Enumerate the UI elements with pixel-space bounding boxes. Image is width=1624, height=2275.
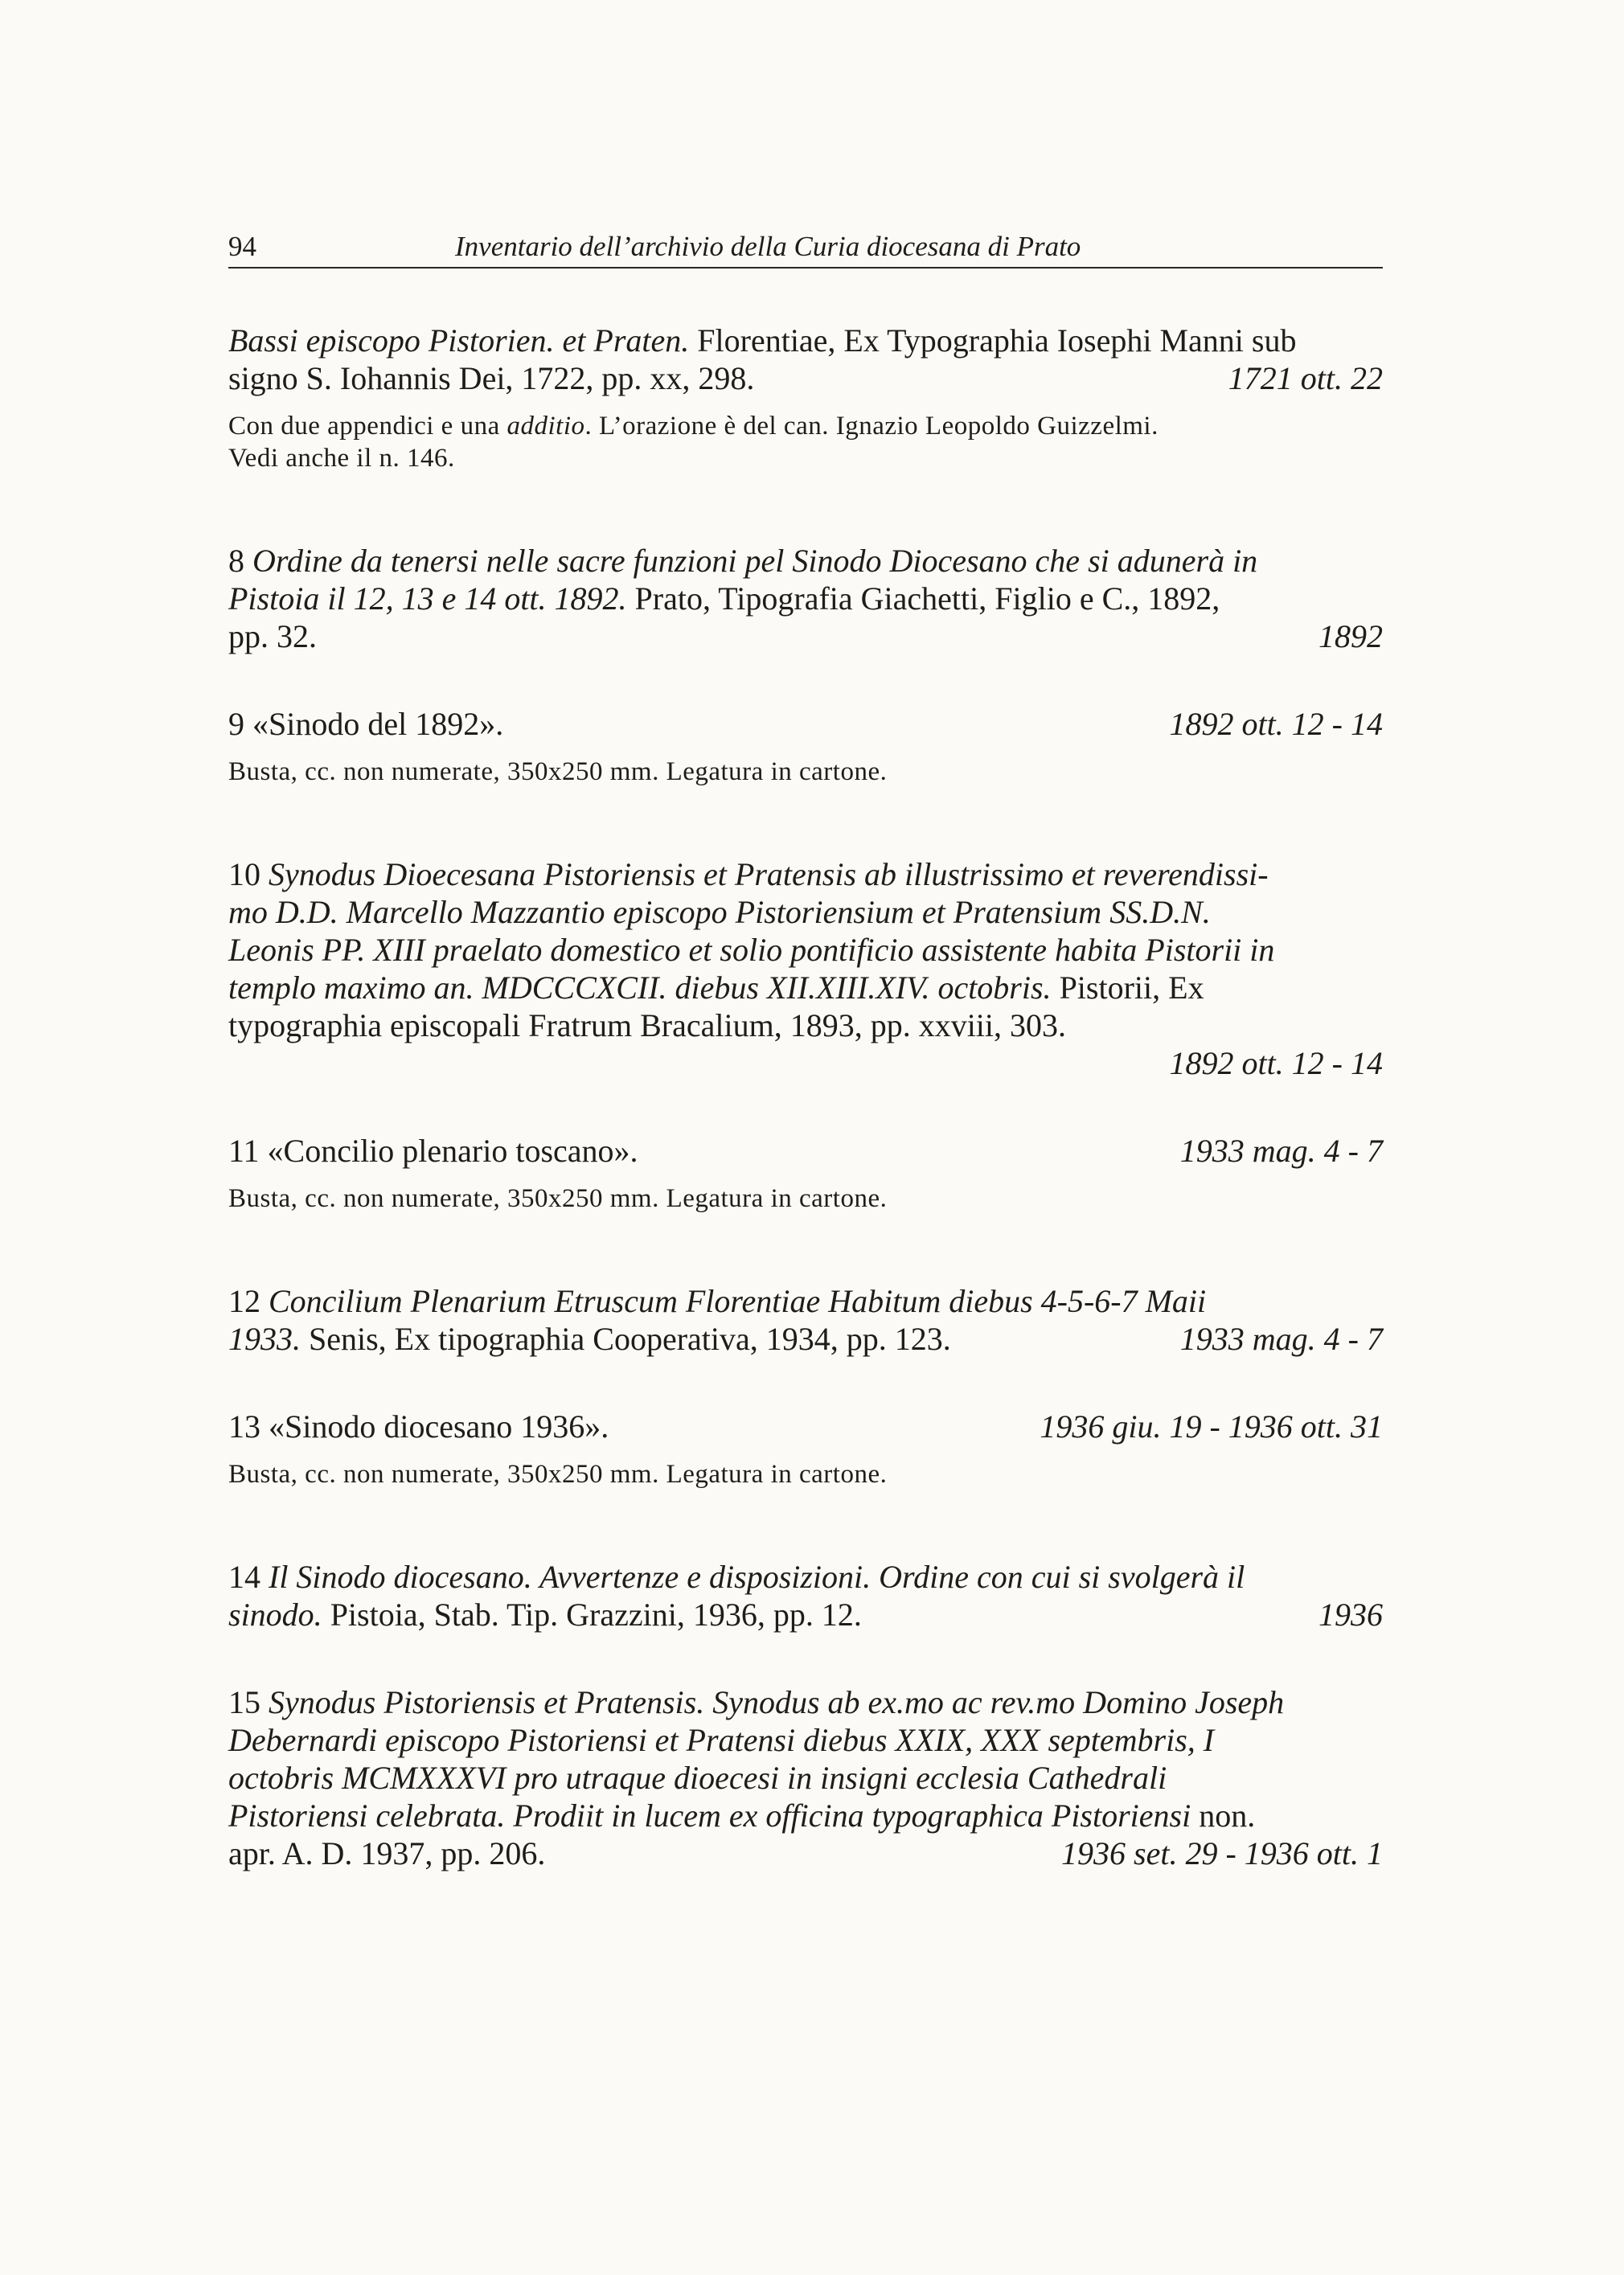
entry-note: Con due appendici e una additio. L’orazione è del can. Ignazio Leopoldo Guizzelmi. Vedi anche il n. 146. [228,412,1159,473]
citation-line: typographia episcopali Fratrum Bracalium, 1893, pp. xxviii, 303. [228,1007,1067,1043]
entry-note: Busta, cc. non numerate, 350x250 mm. Legatura in cartone. [228,1184,888,1213]
entry-title: «Sinodo diocesano 1936». [269,1408,609,1445]
citation-line: sinodo. Pistoia, Stab. Tip. Grazzini, 1936, pp. 12. 1936 [228,1597,1383,1633]
entry-14 [228,1558,1383,1633]
citation-line: Leonis PP. XIII praelato domestico et solio pontificio assistente habita Pistorii in [228,932,1275,968]
running-title: Inventario dell’archivio della Curia diocesana di Prato [455,231,1081,262]
entry-date: 1933 mag. 4 - 7 [1179,1133,1383,1169]
citation-line: Pistoriensi celebrata. Prodiit in lucem ex officina typographica Pistoriensi non. [228,1797,1256,1834]
citation-line: templo maximo an. MDCCCXCII. diebus XII.XIII.XIV. octobris. Pistorii, Ex [228,969,1204,1006]
citation: 12 Concilium Plenarium Etruscum Florentiae Habitum diebus 4-5-6-7 Maii [228,1283,1207,1319]
entry-number: 9 [228,706,244,742]
entry-8 [228,542,1383,655]
entry-heading [228,1132,1383,1170]
entry-date: 1933 mag. 4 - 7 [1179,1321,1383,1357]
entry-note: Busta, cc. non numerate, 350x250 mm. Legatura in cartone. [228,1460,888,1489]
entry-heading [228,1408,1383,1445]
entry-title: «Sinodo del 1892». [252,706,504,742]
entry-continuation [228,322,1383,474]
citation: 8 Ordine da tenersi nelle sacre funzioni pel Sinodo Diocesano che si adunerà in [228,543,1258,579]
entry-number: 15 [228,1684,260,1720]
entry-date: 1936 giu. 19 - 1936 ott. 31 [1040,1408,1383,1445]
page-body [228,322,1383,1922]
entry-number: 13 [228,1408,260,1445]
entry-title: «Concilio plenario toscano». [267,1133,638,1169]
entry-date: 1892 ott. 12 - 14 [1169,706,1383,742]
entry-11 [228,1132,1383,1215]
page-header [228,227,1383,268]
citation-line: mo D.D. Marcello Mazzantio episcopo Pistoriensium et Pratensium SS.D.N. [228,894,1211,930]
page-number: 94 [228,231,256,262]
entry-15 [228,1683,1383,1872]
entry-date: 1936 [1318,1597,1383,1633]
entry-13 [228,1408,1383,1490]
citation: Bassi episcopo Pistorien. et Praten. Florentiae, Ex Typographia Iosephi Manni sub [228,322,1297,359]
entry-number: 8 [228,543,244,579]
entry-date: 1892 ott. 12 - 14 [1169,1045,1383,1081]
citation-line: 1933. Senis, Ex tipographia Cooperativa, 1934, pp. 123. 1933 mag. 4 - 7 [228,1321,1383,1357]
entry-note: Busta, cc. non numerate, 350x250 mm. Legatura in cartone. [228,757,888,786]
entry-9 [228,705,1383,788]
citation-line: apr. A. D. 1937, pp. 206. 1936 set. 29 - 1936 ott. 1 [228,1835,1383,1871]
citation-line: signo S. Iohannis Dei, 1722, pp. xx, 298. 1721 ott. 22 [228,360,1383,396]
entry-number: 11 [228,1133,260,1169]
entry-date: 1936 set. 29 - 1936 ott. 1 [1061,1835,1383,1871]
entry-date: 1721 ott. 22 [1228,360,1383,396]
citation: 15 Synodus Pistoriensis et Pratensis. Synodus ab ex.mo ac rev.mo Domino Joseph [228,1684,1285,1720]
entry-heading [228,705,1383,743]
citation-line: Pistoia il 12, 13 e 14 ott. 1892. Prato, Tipografia Giachetti, Figlio e C., 1892, [228,580,1220,617]
entry-10 [228,855,1383,1082]
citation: 10 Synodus Dioecesana Pistoriensis et Pratensis ab illustrissimo et reverendissi- [228,856,1269,892]
citation: 14 Il Sinodo diocesano. Avvertenze e disposizioni. Ordine con cui si svolgerà il [228,1559,1245,1595]
citation-line: Debernardi episcopo Pistoriensi et Pratensi diebus XXIX, XXX septembris, I [228,1722,1215,1758]
entry-date: 1892 [1318,618,1383,654]
entry-12 [228,1282,1383,1358]
citation-line: octobris MCMXXXVI pro utraque dioecesi in insigni ecclesia Cathedrali [228,1760,1167,1796]
entry-number: 12 [228,1283,260,1319]
entry-number: 14 [228,1559,260,1595]
citation-line: pp. 32. 1892 [228,618,1383,654]
entry-number: 10 [228,856,260,892]
